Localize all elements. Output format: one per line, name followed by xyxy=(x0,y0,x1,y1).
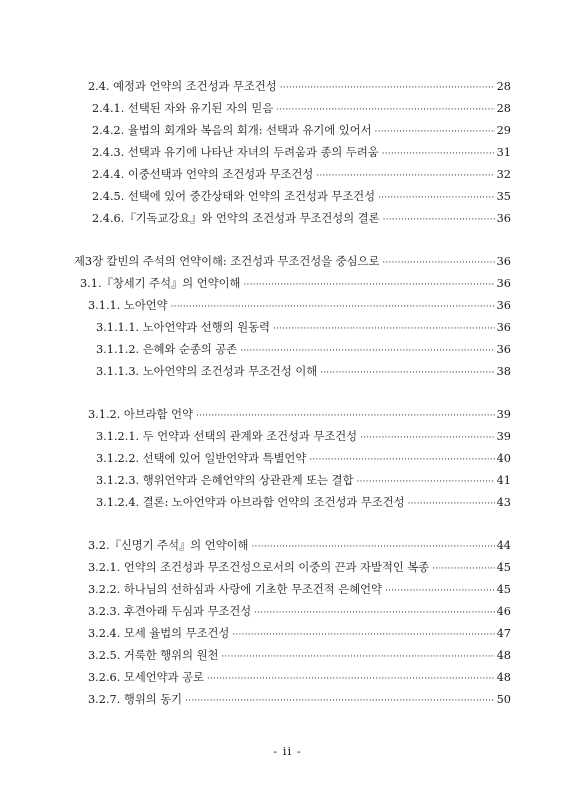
toc-entry-page: 36 xyxy=(496,212,511,225)
toc-entry-page: 31 xyxy=(496,146,511,159)
dot-leader xyxy=(385,582,495,600)
toc-entry-page: 36 xyxy=(496,321,511,334)
toc-entry-label: 3.2.1. 언약의 조건성과 무조건성으로서의 이중의 끈과 자발적인 복종 xyxy=(88,561,430,574)
toc-entry-label: 2.4.2. 율법의 회개와 복음의 회개: 선택과 유기에 있어서 xyxy=(92,124,372,137)
toc-entry[interactable] xyxy=(88,406,511,424)
dot-leader xyxy=(316,167,494,185)
toc-entry[interactable] xyxy=(96,341,511,359)
toc-entry-page: 44 xyxy=(496,539,511,552)
toc-entry-label: 2.4.6.『기독교강요』와 언약의 조건성과 무조건성의 결론 xyxy=(92,212,380,225)
toc-entry[interactable] xyxy=(96,363,511,381)
toc-entry-page: 47 xyxy=(496,627,511,640)
toc-entry-label: 3.1.2. 아브라함 언약 xyxy=(88,408,193,421)
dot-leader xyxy=(382,254,494,272)
toc-entry[interactable] xyxy=(88,691,511,709)
dot-leader xyxy=(185,692,495,710)
toc-entry-label: 2.4.4. 이중선택과 언약의 조건성과 무조건성 xyxy=(92,168,314,181)
page-number: - ii - xyxy=(273,744,302,758)
toc-entry[interactable] xyxy=(88,625,511,643)
dot-leader xyxy=(276,101,494,119)
toc-entry[interactable] xyxy=(88,581,511,599)
dot-leader xyxy=(240,342,494,360)
toc-entry-label: 3.1.2.2. 선택에 있어 일반언약과 특별언약 xyxy=(96,452,307,465)
toc-entry-page: 38 xyxy=(496,365,511,378)
toc-entry-label: 3.1.『창세기 주석』의 언약이해 xyxy=(80,277,241,290)
toc-entry[interactable] xyxy=(88,669,511,687)
toc-entry[interactable] xyxy=(96,428,511,446)
toc-entry-page: 41 xyxy=(496,474,511,487)
toc-entry-page: 29 xyxy=(496,124,511,137)
toc-entry-label: 3.2.4. 모세 율법의 무조건성 xyxy=(88,627,230,640)
toc-entry-page: 45 xyxy=(496,561,511,574)
toc-entry-page: 28 xyxy=(496,80,511,93)
toc-chapter-entry[interactable] xyxy=(74,253,511,271)
dot-leader xyxy=(320,364,494,382)
toc-entry[interactable] xyxy=(88,78,511,96)
toc-entry[interactable] xyxy=(88,559,511,577)
toc-entry-page: 28 xyxy=(496,102,511,115)
toc-entry[interactable] xyxy=(92,122,511,140)
toc-entry-label: 3.2.6. 모세언약과 공로 xyxy=(88,671,204,684)
toc-entry-page: 36 xyxy=(496,343,511,356)
dot-leader xyxy=(251,538,494,556)
toc-entry-label: 3.2.7. 행위의 동기 xyxy=(88,693,183,706)
toc-entry[interactable] xyxy=(92,144,511,162)
dot-leader xyxy=(378,189,495,207)
dot-leader xyxy=(408,495,495,513)
dot-leader xyxy=(357,473,495,491)
toc-entry[interactable] xyxy=(88,603,511,621)
toc-entry-label: 3.1.1.3. 노아언약의 조건성과 무조건성 이해 xyxy=(96,365,318,378)
toc-entry-label: 3.2.『신명기 주석』의 언약이해 xyxy=(88,539,249,552)
toc-entry-page: 35 xyxy=(496,190,511,203)
toc-entry-page: 50 xyxy=(496,693,511,706)
toc-entry-label: 2.4.5. 선택에 있어 중간상태와 언약의 조건성과 무조건성 xyxy=(92,190,376,203)
dot-leader xyxy=(383,211,495,229)
toc-entry-label: 2.4. 예정과 언약의 조건성과 무조건성 xyxy=(88,80,277,93)
dot-leader xyxy=(309,451,494,469)
toc-entry-page: 36 xyxy=(496,255,511,268)
toc-entry-label: 3.1.1.2. 은혜와 순종의 공존 xyxy=(96,343,238,356)
toc-entry-label: 3.2.3. 후견아래 두심과 무조건성 xyxy=(88,605,252,618)
toc-entry-label: 3.1.2.1. 두 언약과 선택의 관계와 조건성과 무조건성 xyxy=(96,430,358,443)
toc-entry[interactable] xyxy=(96,319,511,337)
toc-entry-page: 48 xyxy=(496,671,511,684)
toc-entry-page: 39 xyxy=(496,408,511,421)
toc-entry[interactable] xyxy=(88,537,511,555)
toc-entry-label: 제3장 칼빈의 주석의 언약이해: 조건성과 무조건성을 중심으로 xyxy=(74,255,380,268)
toc-entry-label: 3.1.2.3. 행위언약과 은혜언약의 상관관계 또는 결합 xyxy=(96,474,354,487)
dot-leader xyxy=(254,604,494,622)
toc-entry-page: 39 xyxy=(496,430,511,443)
toc-entry-label: 3.2.5. 거룩한 행위의 원천 xyxy=(88,649,219,662)
dot-leader xyxy=(382,145,495,163)
toc-entry[interactable] xyxy=(88,647,511,665)
toc-entry[interactable] xyxy=(92,210,511,228)
dot-leader xyxy=(432,560,494,578)
toc-entry-page: 36 xyxy=(496,277,511,290)
toc-entry-label: 3.1.1. 노아언약 xyxy=(88,299,168,312)
toc-entry-page: 46 xyxy=(496,605,511,618)
dot-leader xyxy=(375,123,495,141)
toc-entry-label: 2.4.3. 선택과 유기에 나타난 자녀의 두려움과 종의 두려움 xyxy=(92,146,379,159)
toc-entry-page: 40 xyxy=(496,452,511,465)
toc-entry[interactable] xyxy=(92,100,511,118)
toc-entry[interactable] xyxy=(88,297,511,315)
toc-entry[interactable] xyxy=(92,166,511,184)
toc-entry-page: 43 xyxy=(496,496,511,509)
dot-leader xyxy=(171,298,495,316)
dot-leader xyxy=(273,320,495,338)
toc-entry-page: 48 xyxy=(496,649,511,662)
dot-leader xyxy=(243,276,494,294)
toc-entry[interactable] xyxy=(96,472,511,490)
dot-leader xyxy=(232,626,494,644)
toc-entry[interactable] xyxy=(92,188,511,206)
toc-entry-label: 3.2.2. 하나님의 선하심과 사랑에 기초한 무조건적 은혜언약 xyxy=(88,583,382,596)
toc-entry-label: 3.1.1.1. 노아언약과 선행의 원동력 xyxy=(96,321,270,334)
toc-entry[interactable] xyxy=(96,494,511,512)
toc-entry-page: 45 xyxy=(496,583,511,596)
toc-entry[interactable] xyxy=(96,450,511,468)
toc-entry[interactable] xyxy=(80,275,511,293)
dot-leader xyxy=(196,407,495,425)
dot-leader xyxy=(207,670,495,688)
toc-entry-page: 36 xyxy=(496,299,511,312)
dot-leader xyxy=(221,648,494,666)
toc-entry-label: 2.4.1. 선택된 자와 유기된 자의 믿음 xyxy=(92,102,274,115)
dot-leader xyxy=(360,429,495,447)
dot-leader xyxy=(280,79,495,97)
toc-entry-label: 3.1.2.4. 결론: 노아언약과 아브라함 언약의 조건성과 무조건성 xyxy=(96,496,405,509)
toc-entry-page: 32 xyxy=(496,168,511,181)
